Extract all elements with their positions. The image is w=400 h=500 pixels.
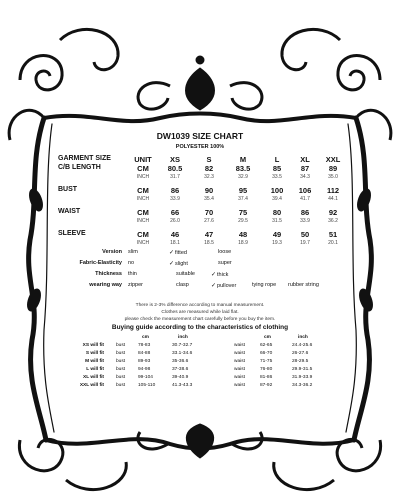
value-cm: 47 [204, 230, 214, 239]
value-inch: 19.7 [300, 240, 310, 246]
value-inch: 32.3 [204, 174, 214, 180]
attribute-option [176, 282, 189, 288]
attribute-option-text: thin [128, 271, 137, 277]
guide-row [56, 343, 344, 351]
attribute-option [218, 260, 232, 266]
measure-row-cm [56, 229, 344, 239]
value-inch: 44.1 [328, 196, 338, 202]
value-inch: 33.9 [300, 218, 310, 224]
guide-inch-header: inch [178, 335, 188, 340]
attribute-option [211, 282, 236, 289]
guide-bust-label: bust [116, 367, 126, 372]
unit-inch: INCH [136, 174, 150, 180]
value-cm: 82 [204, 164, 214, 173]
value-inch: 32.9 [238, 174, 248, 180]
attribute-row [56, 249, 344, 260]
value-cm: 85 [272, 164, 282, 173]
note-line: Clothes are measured while laid flat. [161, 310, 239, 315]
attribute-row [56, 282, 344, 293]
guide-waist-cm: 87-92 [260, 383, 273, 388]
attribute-option-text: slim [128, 249, 138, 255]
size-header-l: L [274, 155, 280, 164]
guide-waist-label: waist [234, 383, 245, 388]
measure-label: BUST [58, 186, 78, 193]
value-inch: 37.4 [238, 196, 248, 202]
measure-label: C/B LENGTH [58, 164, 101, 171]
value-cm: 112 [326, 186, 340, 195]
value-inch: 35.4 [204, 196, 214, 202]
unit-inch: INCH [136, 240, 150, 246]
guide-row [56, 351, 344, 359]
value-inch: 18.9 [238, 240, 248, 246]
guide-bust-inch: 37-38.6 [172, 367, 189, 372]
note-line: please check the measurement chart carefully before you buy the item. [124, 317, 276, 322]
attribute-option-text: rubber string [288, 282, 319, 288]
attribute-option [218, 249, 231, 255]
attribute-option-text: no [128, 260, 135, 266]
note-line: There is 2-3% difference according to manual measurement. [135, 303, 265, 308]
value-inch: 29.5 [238, 218, 248, 224]
value-inch: 39.4 [272, 196, 282, 202]
attribute-label: Thickness [95, 271, 122, 277]
value-inch: 18.1 [170, 240, 180, 246]
guide-fit-label: XXL will fit [79, 383, 104, 388]
value-cm: 49 [272, 230, 282, 239]
attribute-option-text: zipper [128, 282, 143, 288]
measure-row-inch [56, 239, 344, 249]
guide-waist-cm: 62-65 [260, 343, 273, 348]
guide-bust-cm: 99-104 [138, 375, 153, 380]
attribute-row [56, 271, 344, 282]
value-cm: 86 [300, 208, 310, 217]
size-header-xxl: XXL [325, 155, 341, 164]
value-cm: 90 [204, 186, 214, 195]
value-cm: 87 [300, 164, 310, 173]
attribute-row [56, 260, 344, 271]
value-cm: 70 [204, 208, 214, 217]
unit-cm: CM [137, 164, 149, 173]
guide-bust-cm: 94-98 [138, 367, 151, 372]
attribute-option [252, 282, 276, 288]
guide-bust-cm: 84-88 [138, 351, 151, 356]
check-icon: ✓ [211, 283, 217, 289]
attribute-option [128, 282, 143, 288]
frame-top-border [44, 114, 356, 122]
value-cm: 51 [328, 230, 338, 239]
unit-cm: CM [137, 186, 149, 195]
measure-row-inch [56, 195, 344, 205]
measure-row-inch [56, 173, 344, 183]
attribute-option [288, 282, 319, 288]
attribute-label: wearing way [89, 282, 122, 288]
guide-waist-label: waist [234, 359, 245, 364]
attribute-option [128, 260, 134, 266]
size-header-xl: XL [300, 155, 310, 164]
value-cm: 80 [272, 208, 282, 217]
attribute-option-text: suitable [176, 271, 195, 277]
value-inch: 31.5 [272, 218, 282, 224]
guide-bust-label: bust [116, 383, 126, 388]
value-inch: 36.2 [328, 218, 338, 224]
guide-waist-label: waist [234, 343, 245, 348]
guide-bust-label: bust [116, 351, 126, 356]
guide-waist-inch: 31.9-33.9 [292, 375, 313, 380]
unit-inch: INCH [136, 218, 150, 224]
guide-fit-label: S will fit [85, 351, 104, 356]
size-header-m: M [239, 155, 247, 164]
attribute-option-text: pullover [217, 283, 237, 289]
value-inch: 33.5 [272, 174, 282, 180]
value-inch: 34.3 [300, 174, 310, 180]
guide-waist-inch: 26-27.6 [292, 351, 309, 356]
guide-bust-label: bust [116, 375, 126, 380]
guide-waist-label: waist [234, 367, 245, 372]
guide-bust-cm: 78-83 [138, 343, 151, 348]
attribute-option-text: super [218, 260, 232, 266]
measure-row-cm [56, 207, 344, 217]
guide-bust-inch: 33.1-34.6 [172, 351, 193, 356]
guide-cm-header-2: cm [264, 335, 271, 340]
value-inch: 33.9 [170, 196, 180, 202]
guide-waist-inch: 29.9-31.5 [292, 367, 313, 372]
value-cm: 106 [298, 186, 312, 195]
guide-fit-label: XS will fit [82, 343, 104, 348]
guide-waist-inch: 28-29.5 [292, 359, 309, 364]
guide-fit-label: M will fit [85, 359, 104, 364]
value-inch: 19.3 [272, 240, 282, 246]
measure-row-cm [56, 163, 344, 173]
attribute-option-text: tying rope [252, 282, 277, 288]
unit-inch: INCH [136, 196, 150, 202]
garment-size-label: GARMENT SIZE [58, 155, 111, 162]
guide-bust-inch: 35-36.6 [172, 359, 189, 364]
unit-cm: CM [137, 208, 149, 217]
attribute-option-text: slight [175, 261, 188, 267]
guide-waist-cm: 66-70 [260, 351, 273, 356]
guide-waist-label: waist [234, 351, 245, 356]
unit-cm: CM [137, 230, 149, 239]
guide-inch-header-2: inch [298, 335, 308, 340]
attribute-label: Fabric-Elasticity [79, 260, 122, 266]
value-inch: 41.7 [300, 196, 310, 202]
material-label: POLYESTER 100% [175, 144, 225, 150]
guide-bust-label: bust [116, 343, 126, 348]
value-cm: 75 [238, 208, 248, 217]
guide-bust-label: bust [116, 359, 126, 364]
value-cm: 66 [170, 208, 180, 217]
attribute-option-text: clasp [176, 282, 189, 288]
chart-title: DW1039 SIZE CHART [156, 131, 244, 141]
measure-label: SLEEVE [58, 230, 86, 237]
attribute-option [128, 249, 138, 255]
guide-row [56, 375, 344, 383]
attribute-option [211, 271, 228, 278]
check-icon: ✓ [169, 250, 175, 256]
guide-cm-header: cm [142, 335, 149, 340]
attribute-option [169, 249, 187, 256]
guide-bust-inch: 30.7-32.7 [172, 343, 193, 348]
unit-header: UNIT [134, 155, 152, 164]
value-inch: 27.6 [204, 218, 214, 224]
value-cm: 86 [170, 186, 180, 195]
measure-row-cm [56, 185, 344, 195]
measure-row-inch [56, 217, 344, 227]
guide-waist-cm: 76-80 [260, 367, 273, 372]
value-inch: 35.0 [328, 174, 338, 180]
guide-fit-label: XL will fit [83, 375, 104, 380]
guide-bust-inch: 41.3-43.3 [172, 383, 193, 388]
guide-waist-inch: 24.4-25.6 [292, 343, 313, 348]
value-cm: 48 [238, 230, 248, 239]
guide-bust-cm: 105-110 [138, 383, 156, 388]
guide-row [56, 367, 344, 375]
value-inch: 20.1 [328, 240, 338, 246]
attribute-label: Version [102, 249, 122, 255]
value-cm: 83.5 [235, 164, 251, 173]
attribute-option [128, 271, 137, 277]
guide-waist-label: waist [234, 375, 245, 380]
value-cm: 80.5 [167, 164, 183, 173]
value-cm: 92 [328, 208, 338, 217]
measure-label: WAIST [58, 208, 81, 215]
guide-row [56, 359, 344, 367]
check-icon: ✓ [169, 261, 175, 267]
attribute-option [169, 260, 188, 267]
guide-row [56, 383, 344, 391]
attribute-option [176, 271, 195, 277]
buying-guide-title: Buying guide according to the characteristics of clothing [111, 324, 289, 331]
check-icon: ✓ [211, 272, 217, 278]
guide-waist-cm: 81-86 [260, 375, 273, 380]
value-cm: 50 [300, 230, 310, 239]
value-inch: 26.0 [170, 218, 180, 224]
attribute-option-text: thick [217, 272, 229, 278]
guide-waist-inch: 34.3-36.2 [292, 383, 313, 388]
guide-bust-cm: 89-93 [138, 359, 151, 364]
value-cm: 100 [270, 186, 284, 195]
frame-top-ornament [138, 56, 262, 110]
measurement-notes [56, 302, 344, 323]
value-inch: 31.7 [170, 174, 180, 180]
guide-bust-inch: 39-40.9 [172, 375, 189, 380]
guide-waist-cm: 71-75 [260, 359, 273, 364]
guide-fit-label: L will fit [86, 367, 104, 372]
attribute-option-text: loose [218, 249, 232, 255]
size-header-xs: XS [169, 155, 180, 164]
value-cm: 46 [170, 230, 180, 239]
attribute-option-text: fitted [175, 250, 187, 256]
frame-left-border [29, 118, 46, 440]
value-cm: 95 [238, 186, 248, 195]
frame-right-border [354, 118, 371, 440]
value-inch: 18.5 [204, 240, 214, 246]
value-cm: 89 [328, 164, 338, 173]
size-header-s: S [206, 155, 212, 164]
